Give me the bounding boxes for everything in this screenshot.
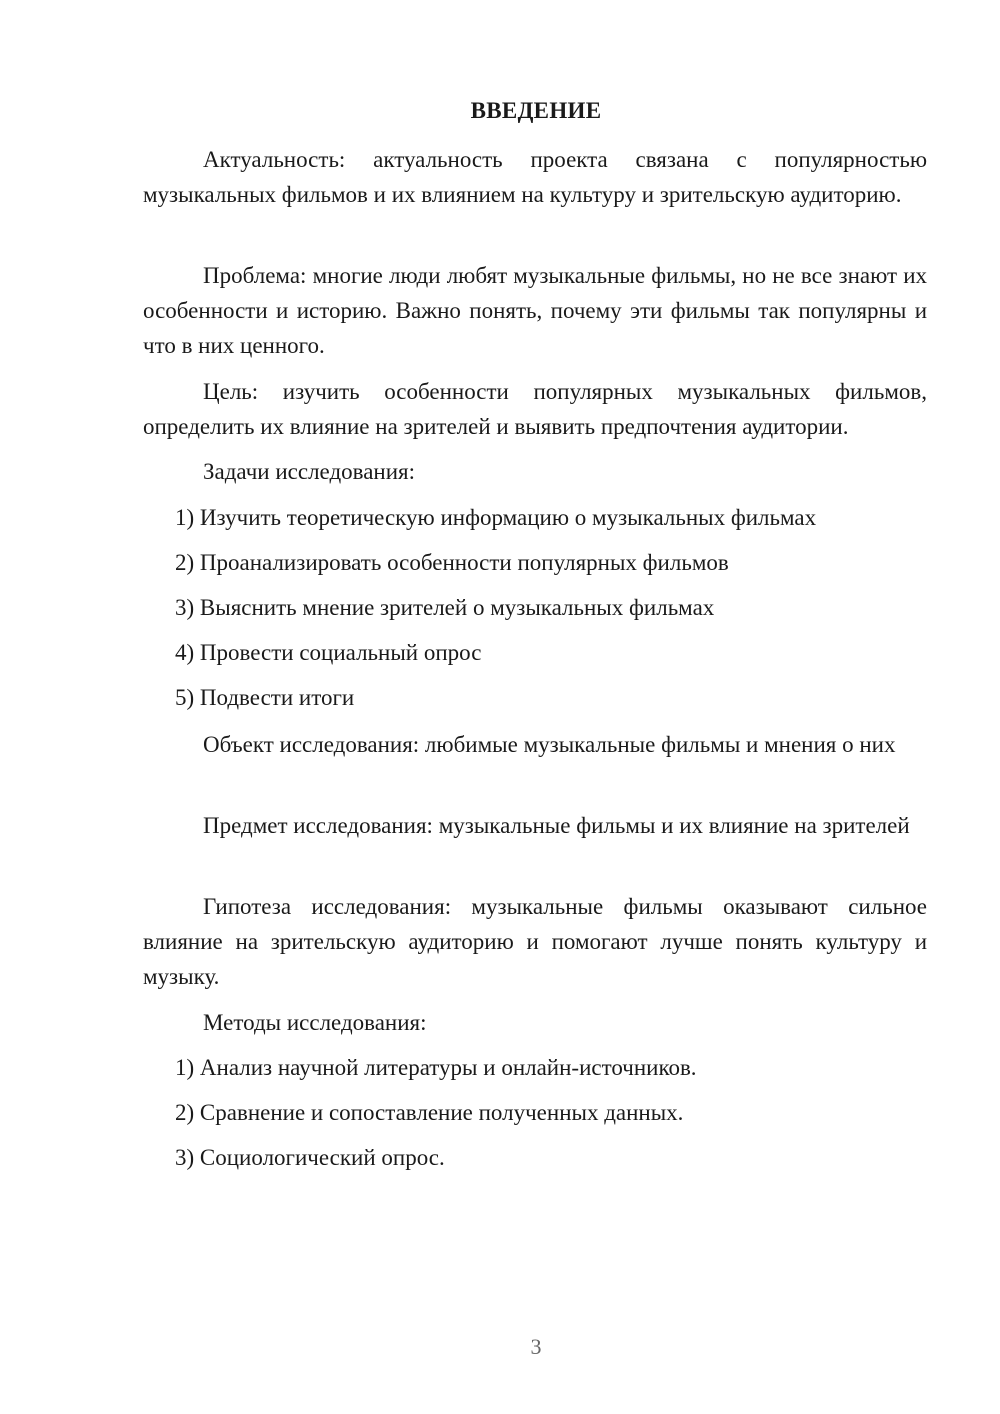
problem-paragraph: Проблема: многие люди любят музыкальные фильмы, но не все знают их особенности и историю. Важно понять, почему эти фильмы так популярны и что в них ценного. xyxy=(143,263,927,358)
tasks-heading: Задачи исследования: xyxy=(203,459,416,484)
method-item: 1) Анализ научной литературы и онлайн-источников. xyxy=(175,1055,697,1080)
section-title: ВВЕДЕНИЕ xyxy=(470,98,602,123)
methods-heading: Методы исследования: xyxy=(203,1010,427,1035)
task-item: 1) Изучить теоретическую информацию о музыкальных фильмах xyxy=(175,505,817,530)
task-item: 5) Подвести итоги xyxy=(175,685,355,710)
subject-paragraph: Предмет исследования: музыкальные фильмы и их влияние на зрителей xyxy=(203,813,910,838)
task-item: 4) Провести социальный опрос xyxy=(175,640,482,665)
method-item: 2) Сравнение и сопоставление полученных данных. xyxy=(175,1100,684,1125)
page-number: 3 xyxy=(530,1334,542,1359)
object-paragraph: Объект исследования: любимые музыкальные фильмы и мнения о них xyxy=(203,732,896,757)
method-item: 3) Социологический опрос. xyxy=(175,1145,445,1170)
hypothesis-paragraph: Гипотеза исследования: музыкальные фильмы оказывают сильное влияние на зрительскую аудиторию и помогают лучше понять культуру и музыку. xyxy=(143,894,927,989)
relevance-paragraph: Актуальность: актуальность проекта связана с популярностью музыкальных фильмов и их влиянием на культуру и зрительскую аудиторию. xyxy=(143,147,927,207)
task-item: 3) Выяснить мнение зрителей о музыкальных фильмах xyxy=(175,595,715,620)
task-item: 2) Проанализировать особенности популярных фильмов xyxy=(175,550,729,575)
goal-paragraph: Цель: изучить особенности популярных музыкальных фильмов, определить их влияние на зрителей и выявить предпочтения аудитории. xyxy=(143,379,927,439)
